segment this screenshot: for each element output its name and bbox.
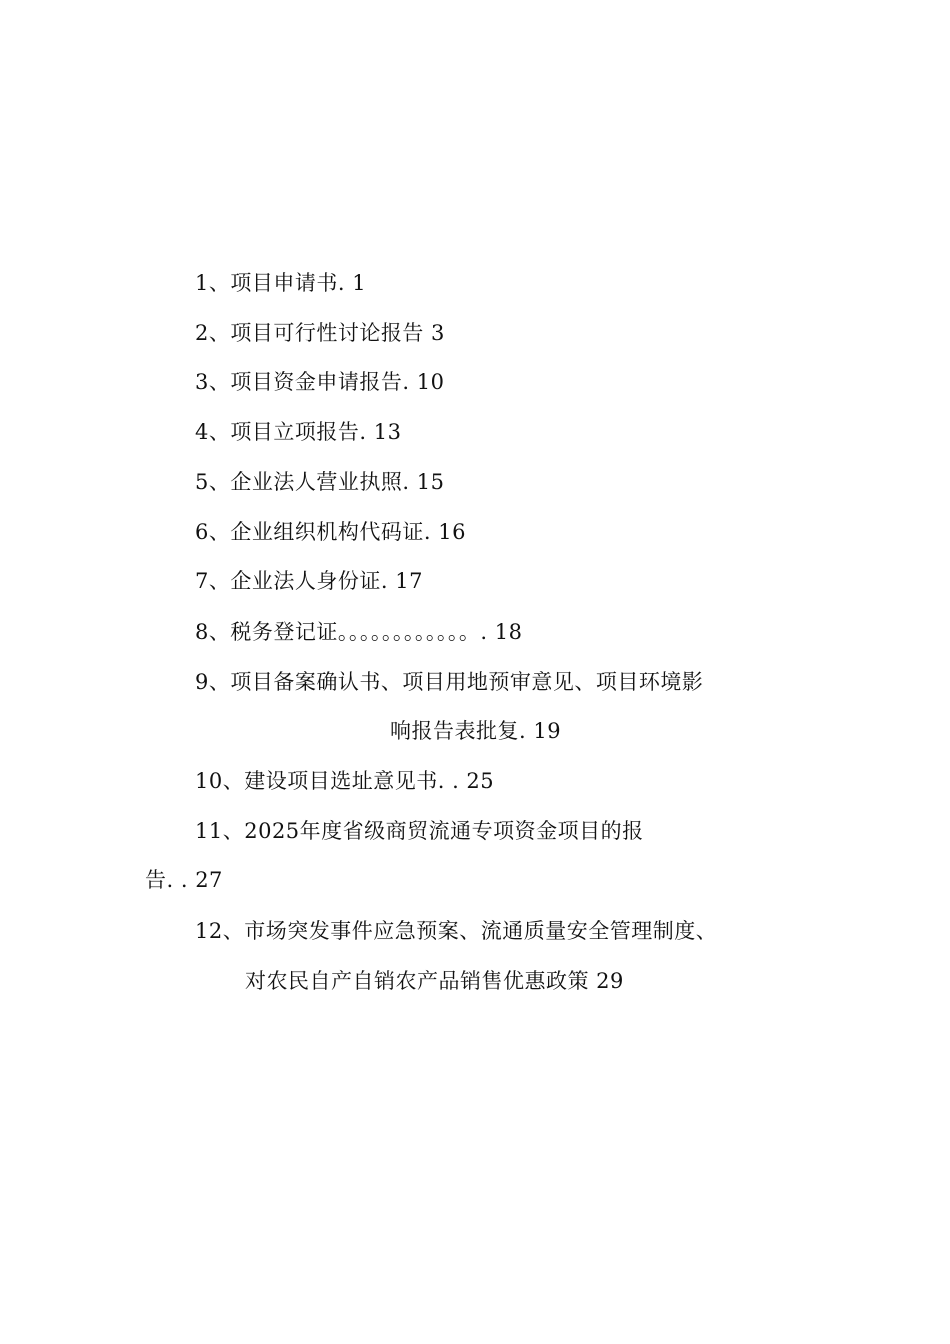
toc-item-11-cont[interactable]: 告. . 27 bbox=[145, 868, 223, 892]
toc-item-7[interactable]: 7、企业法人身份证. 17 bbox=[195, 569, 423, 593]
toc-item-5[interactable]: 5、企业法人营业执照. 15 bbox=[195, 470, 445, 494]
toc-item-9-cont[interactable]: 响报告表批复. 19 bbox=[390, 719, 562, 743]
toc-item-9[interactable]: 9、项目备案确认书、项目用地预审意见、项目环境影 bbox=[195, 670, 704, 694]
toc-item-1[interactable]: 1、项目申请书. 1 bbox=[195, 271, 367, 295]
toc-item-12-cont[interactable]: 对农民自产自销农产品销售优惠政策 29 bbox=[245, 969, 624, 993]
toc-item-6[interactable]: 6、企业组织机构代码证. 16 bbox=[195, 520, 466, 544]
toc-item-12[interactable]: 12、市场突发事件应急预案、流通质量安全管理制度、 bbox=[195, 919, 718, 943]
toc-item-8[interactable]: 8、税务登记证。。。。。。。。。。。。. 18 bbox=[195, 620, 523, 644]
toc-item-3[interactable]: 3、项目资金申请报告. 10 bbox=[195, 370, 445, 394]
toc-item-2[interactable]: 2、项目可行性讨论报告 3 bbox=[195, 321, 445, 345]
toc-item-11[interactable]: 11、2025年度省级商贸流通专项资金项目的报 bbox=[195, 819, 644, 843]
toc-item-10[interactable]: 10、建设项目选址意见书. . 25 bbox=[195, 769, 495, 793]
toc-item-4[interactable]: 4、项目立项报告. 13 bbox=[195, 420, 402, 444]
